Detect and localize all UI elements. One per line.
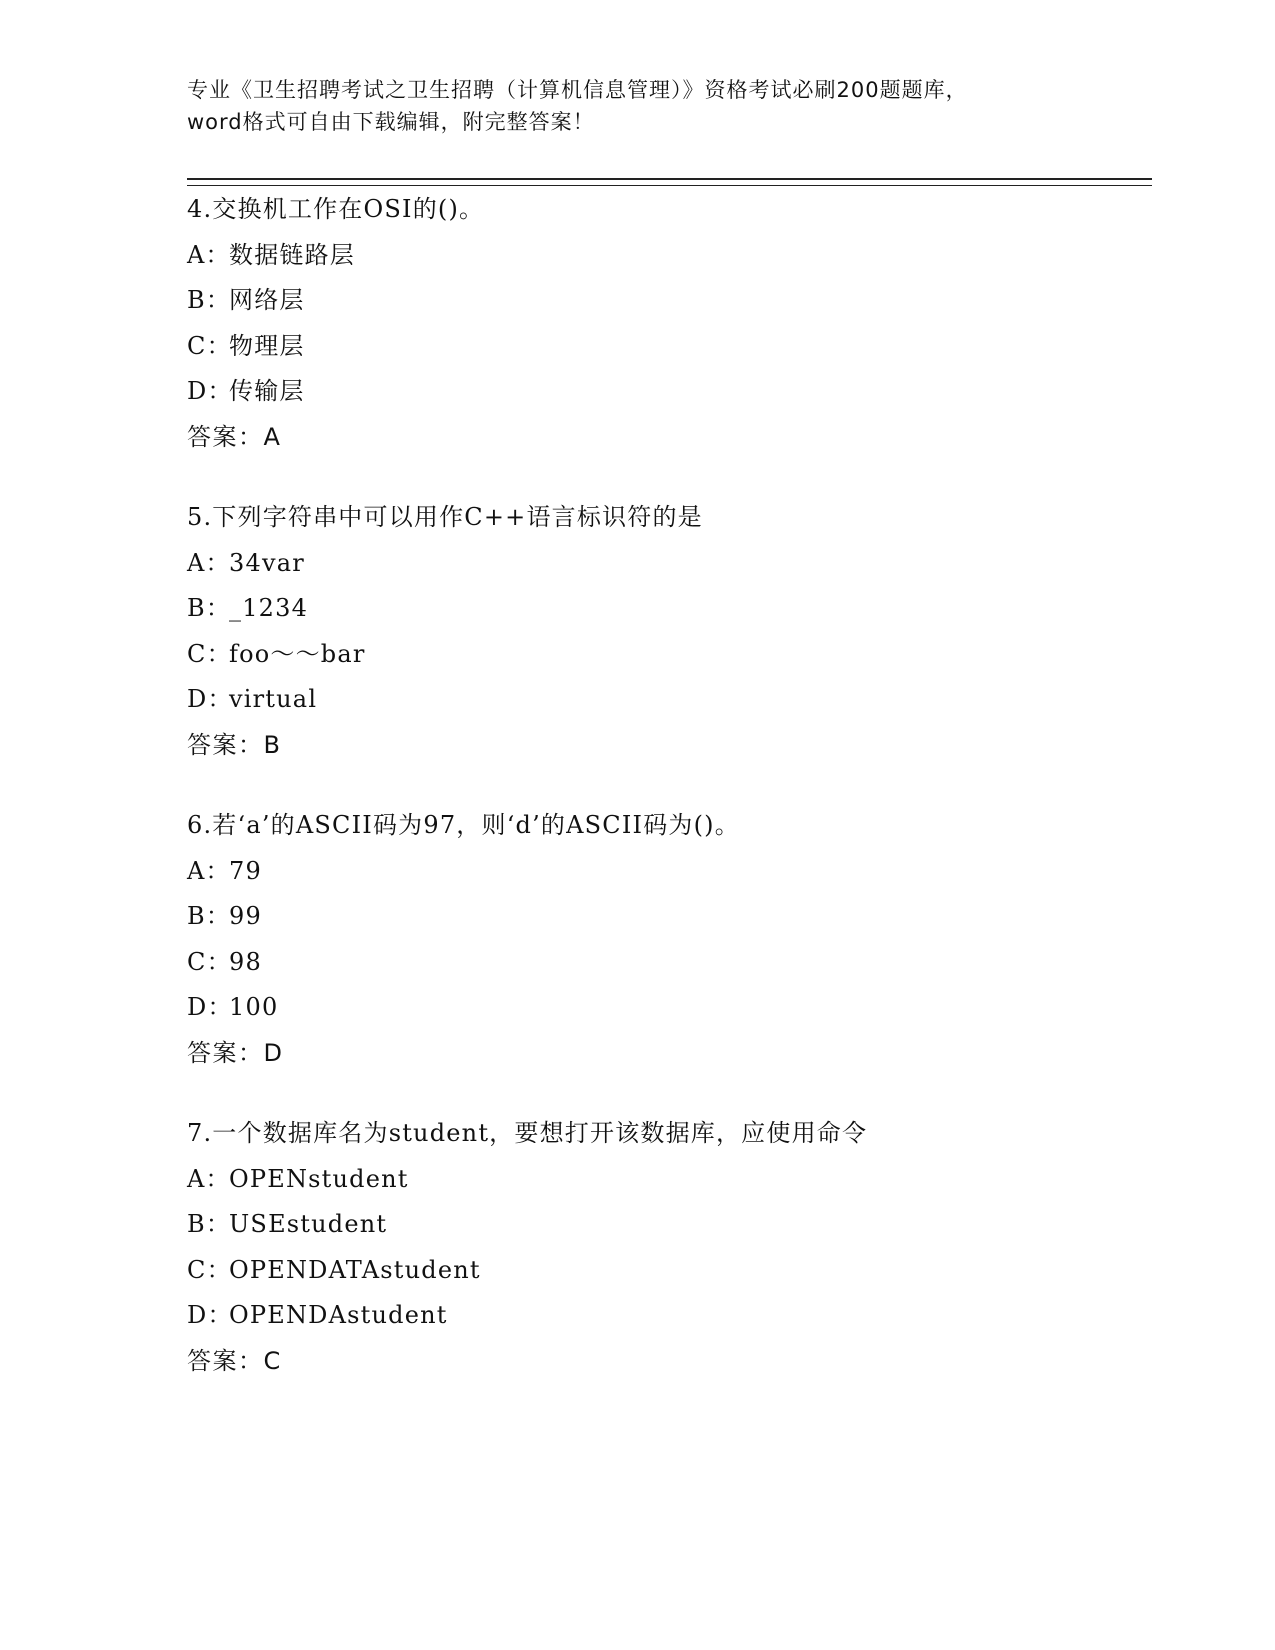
question-6 — [187, 803, 1147, 1076]
option-b — [187, 894, 1147, 940]
option-key: D： — [187, 685, 233, 713]
option-text: 98 — [229, 947, 262, 976]
option-key: A： — [187, 548, 231, 577]
option-b — [187, 586, 1147, 632]
option-b — [187, 278, 1147, 324]
option-key: C： — [187, 1255, 232, 1284]
option-a — [187, 541, 1147, 587]
option-a — [187, 849, 1147, 895]
option-key: D： — [187, 993, 233, 1021]
option-text: foo～～bar — [229, 639, 366, 668]
option-key: B： — [187, 902, 232, 930]
option-b — [187, 1202, 1147, 1248]
option-key: D： — [187, 1301, 233, 1329]
question-5 — [187, 495, 1147, 768]
option-c — [187, 632, 1147, 678]
header-line-1: 专业《卫生招聘考试之卫生招聘（计算机信息管理）》资格考试必刷200题题库， — [187, 78, 968, 102]
option-d — [187, 369, 1147, 415]
question-stem: 4.交换机工作在OSI的()。 — [187, 195, 485, 223]
question-stem: 5.下列字符串中可以用作C++语言标识符的是 — [187, 503, 703, 531]
option-key: B： — [187, 286, 232, 314]
option-d — [187, 677, 1147, 723]
option-key: A： — [187, 240, 231, 269]
answer-line: 答案：B — [187, 730, 282, 759]
option-key: A： — [187, 1164, 231, 1193]
option-key: D： — [187, 377, 233, 405]
option-text: 34var — [229, 548, 305, 577]
option-text: OPENstudent — [229, 1164, 409, 1193]
question-7 — [187, 1111, 1147, 1384]
option-text: virtual — [229, 685, 318, 713]
option-text: 传输层 — [229, 377, 305, 405]
option-d — [187, 1293, 1147, 1339]
option-text: 99 — [229, 902, 262, 930]
option-text: 79 — [229, 856, 262, 885]
option-a — [187, 1157, 1147, 1203]
option-text: 100 — [229, 993, 279, 1021]
answer-line: 答案：D — [187, 1038, 284, 1067]
option-a — [187, 233, 1147, 279]
option-text: USEstudent — [229, 1210, 388, 1238]
option-text: 数据链路层 — [229, 240, 355, 269]
option-text: 物理层 — [229, 331, 305, 360]
option-key: C： — [187, 639, 232, 668]
option-key: C： — [187, 331, 232, 360]
answer-line: 答案：A — [187, 422, 282, 451]
option-key: B： — [187, 1210, 232, 1238]
option-text: 网络层 — [229, 286, 305, 314]
question-stem: 7.一个数据库名为student，要想打开该数据库，应使用命令 — [187, 1119, 868, 1147]
answer-line: 答案：C — [187, 1346, 282, 1375]
option-text: OPENDAstudent — [229, 1301, 448, 1329]
option-text: OPENDATAstudent — [229, 1255, 481, 1284]
question-stem: 6.若‘a’的ASCII码为97，则‘d’的ASCII码为()。 — [187, 811, 740, 839]
option-text: _1234 — [229, 594, 309, 622]
option-key: C： — [187, 947, 232, 976]
option-key: B： — [187, 594, 232, 622]
document-header — [187, 74, 1087, 138]
question-4 — [187, 187, 1147, 460]
option-c — [187, 1248, 1147, 1294]
question-list — [187, 187, 1147, 1419]
option-d — [187, 985, 1147, 1031]
option-key: A： — [187, 856, 231, 885]
option-c — [187, 324, 1147, 370]
option-c — [187, 940, 1147, 986]
header-divider — [187, 178, 1152, 186]
header-line-2: word格式可自由下载编辑，附完整答案！ — [187, 110, 595, 134]
